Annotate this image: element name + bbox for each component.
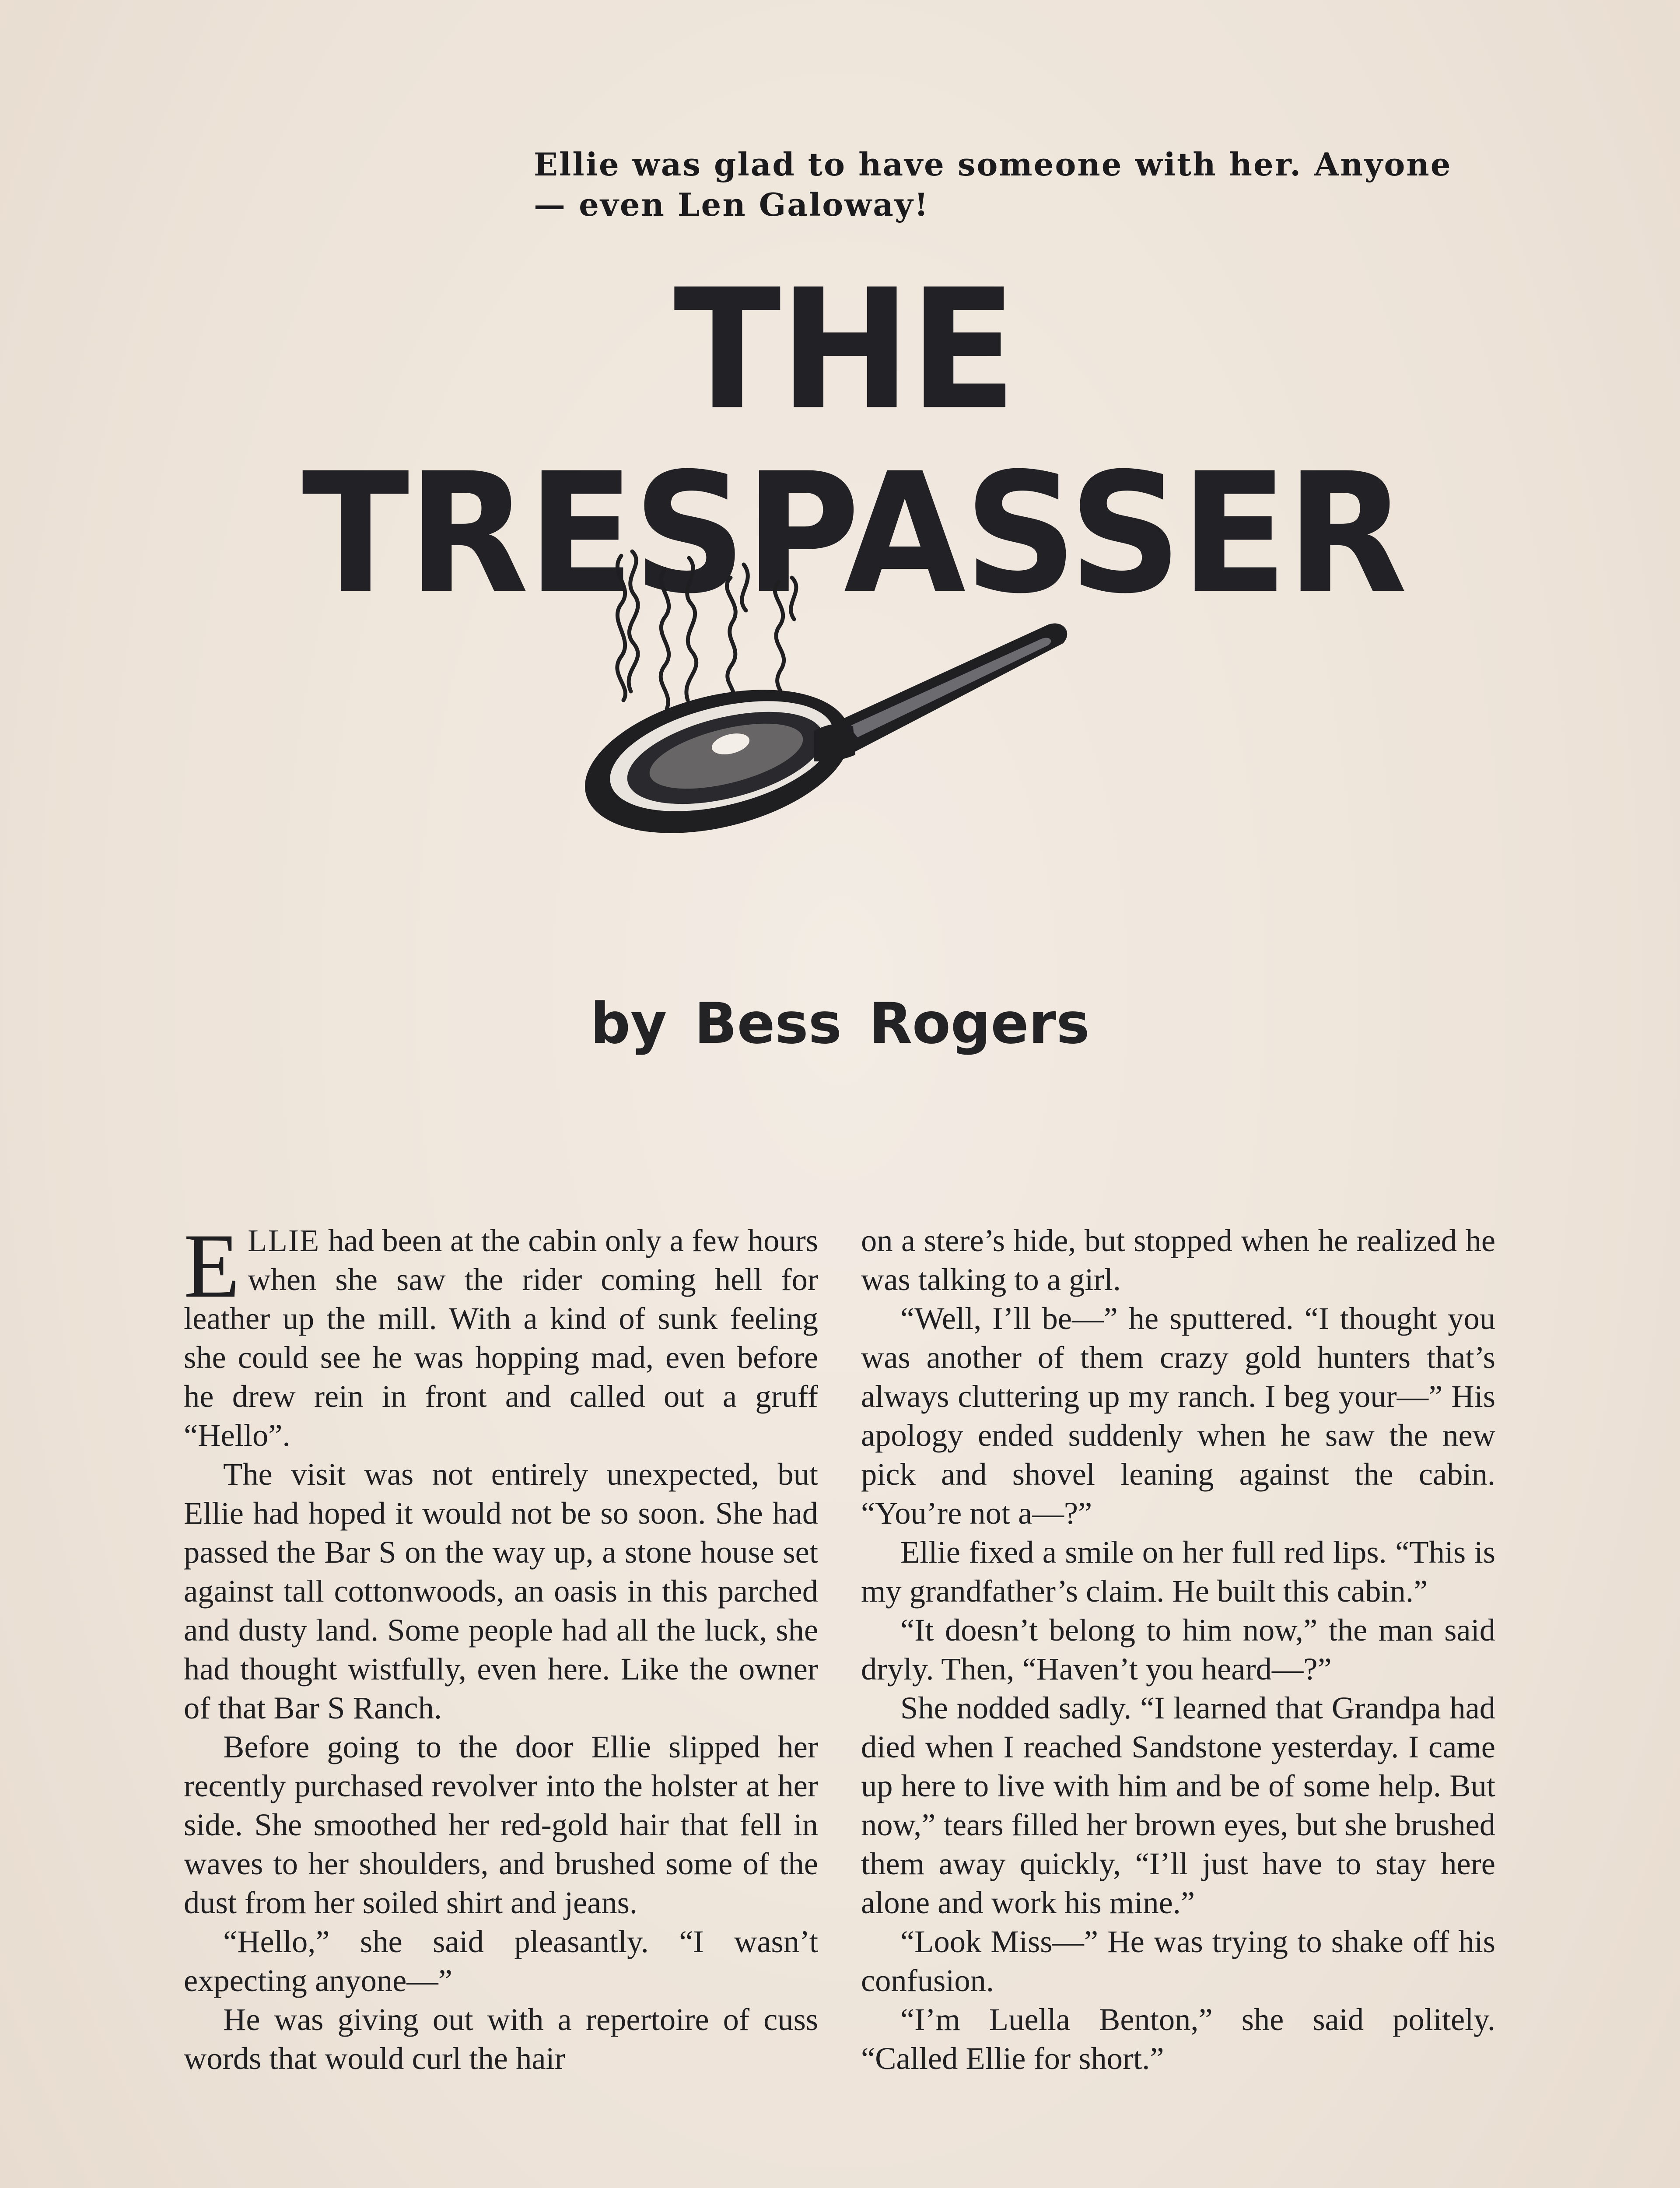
paragraph: The visit was not entirely unexpected, but Ellie had hoped it would not be so soon. She had passed the Bar S on the way up, a stone house set against tall cottonwoods, an oasis in this parched and dusty land. Some people had all the luck, she had thought wistfully, even here. Like the owner of that Bar S Ranch. [184,1456,818,1725]
paragraph [184,1215,818,1455]
paragraph: “Look Miss—” He was trying to shake off his confusion. [861,1924,1495,1998]
text-column-right [861,1221,1495,2078]
paragraph: “Hello,” she said pleasantly. “I wasn’t expecting anyone—” [184,1924,818,1998]
paragraph: Before going to the door Ellie slipped her recently purchased revolver into the holster at her side. She smoothed her red-gold hair that fell in waves to her shoulders, and brushed some of the dust from her soiled shirt and jeans. [184,1729,818,1920]
paragraph: on a stere’s hide, but stopped when he realized he was talking to a girl. [861,1223,1495,1297]
paragraph: He was giving out with a repertoire of cuss words that would curl the hair [184,2002,818,2076]
paragraph-text: had been at the cabin only a few hours when she saw the rider coming hell for leather up the mill. With a kind of sunk feeling she could see he was hopping mad, even before he drew rein in front and called out a gruff “Hello”. [184,1223,818,1453]
paragraph: Ellie fixed a smile on her full red lips. “This is my grandfather’s claim. He built this cabin.” [861,1534,1495,1609]
story-byline: by Bess Rogers [590,991,1090,1056]
paragraph: She nodded sadly. “I learned that Grandpa had died when I reached Sandstone yesterday. I came up here to live with him and be of some help. But now,” tears filled her brown eyes, but she brushed them away quickly, “I’ll just have to stay here alone and work his mine.” [861,1690,1495,1920]
first-word-rest: LLIE [248,1223,320,1258]
story-blurb: Ellie was glad to have someone with her. Anyone— even Len Galoway! [534,146,1452,223]
text-column-left [184,1215,818,2078]
paragraph: “Well, I’ll be—” he sputtered. “I thought you was another of them crazy gold hunters that’s always cluttering up my ranch. I beg your—” His apology ended suddenly when he saw the new pick and shovel leaning against the cabin. “You’re not a—?” [861,1301,1495,1531]
paragraph: “I’m Luella Benton,” she said politely. “Called Ellie for short.” [861,2002,1495,2076]
drop-cap: E [184,1215,240,1317]
story-title: THE TRESPASSER [302,253,1406,630]
frying-pan-icon [534,516,1085,849]
paragraph: “It doesn’t belong to him now,” the man said dryly. Then, “Haven’t you heard—?” [861,1612,1495,1687]
